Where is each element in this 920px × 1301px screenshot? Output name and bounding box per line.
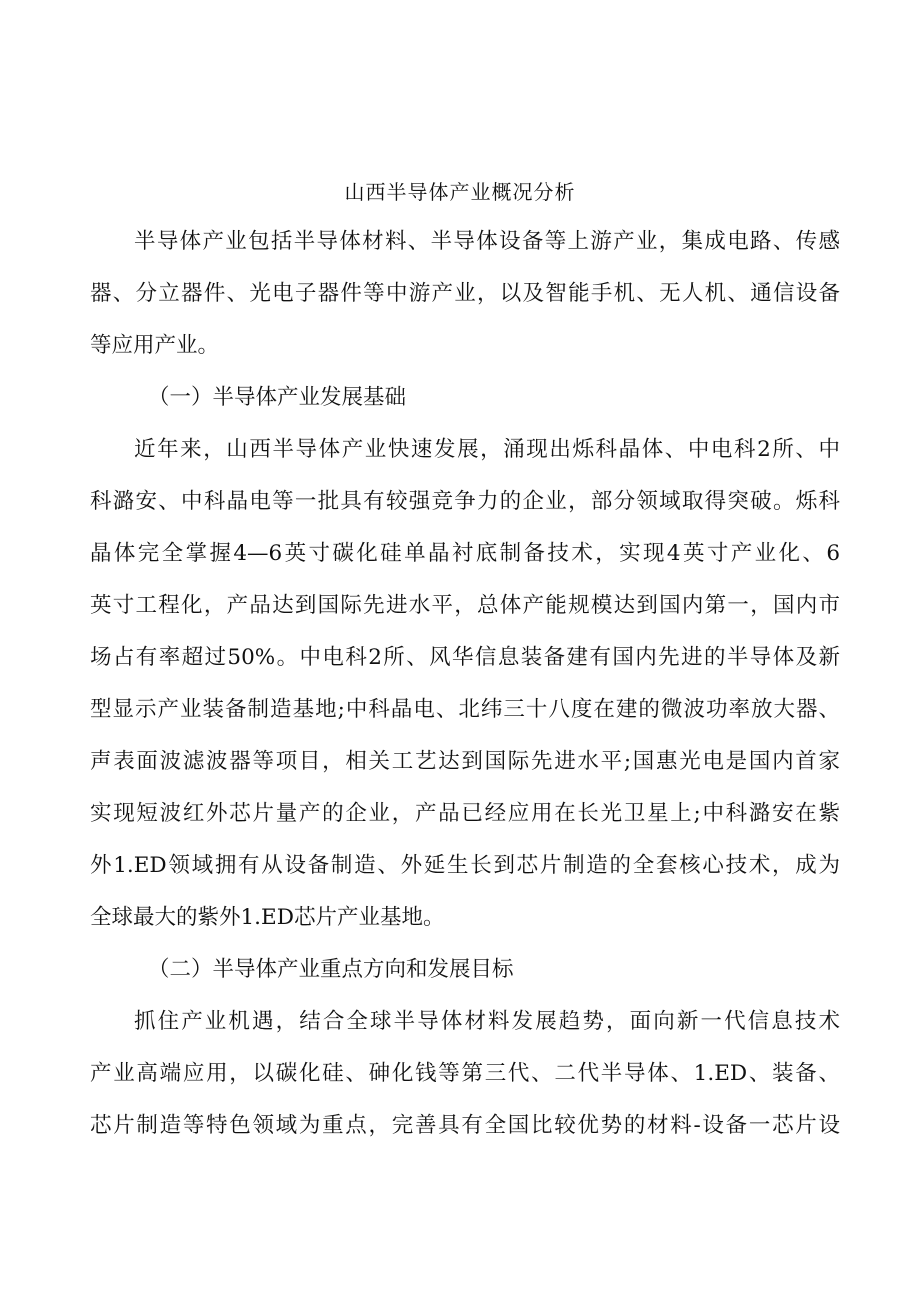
paragraph-line: 半导体产业包括半导体材料、半导体设备等上游产业，集成电路、传感	[134, 229, 840, 254]
paragraph-line: 全球最大的紫外1.ED芯片产业基地。	[90, 905, 445, 930]
document-title: 山西半导体产业概况分析	[344, 180, 576, 204]
paragraph-line: 型显示产业装备制造基地;中科晶电、北纬三十八度在建的微波功率放大器、	[90, 697, 840, 722]
paragraph-line: 近年来，山西半导体产业快速发展，涌现出烁科晶体、中电科2所、中	[134, 437, 840, 462]
paragraph-line: 外1.ED领域拥有从设备制造、外延生长到芯片制造的全套核心技术，成为	[90, 853, 840, 878]
section-heading: （一）半导体产业发展基础	[148, 385, 407, 410]
paragraph-line: 声表面波滤波器等项目，相关工艺达到国际先进水平;国惠光电是国内首家	[90, 749, 840, 774]
paragraph-line: 场占有率超过50%。中电科2所、风华信息装备建有国内先进的半导体及新	[90, 645, 840, 670]
section-heading: （二）半导体产业重点方向和发展目标	[148, 957, 514, 982]
paragraph-line: 晶体完全掌握4—6英寸碳化硅单晶衬底制备技术，实现4英寸产业化、6	[90, 541, 840, 566]
paragraph-line: 英寸工程化，产品达到国际先进水平，总体产能规模达到国内第一，国内市	[90, 593, 840, 618]
paragraph-line: 器、分立器件、光电子器件等中游产业，以及智能手机、无人机、通信设备	[90, 281, 840, 306]
paragraph-line: 产业高端应用，以碳化硅、砷化钱等第三代、二代半导体、1.ED、装备、	[90, 1061, 840, 1086]
paragraph-line: 抓住产业机遇，结合全球半导体材料发展趋势，面向新一代信息技术	[134, 1009, 840, 1034]
paragraph-line: 芯片制造等特色领域为重点，完善具有全国比较优势的材料-设备一芯片设	[90, 1113, 840, 1138]
paragraph-line: 等应用产业。	[90, 333, 220, 358]
paragraph-line: 实现短波红外芯片量产的企业，产品已经应用在长光卫星上;中科潞安在紫	[90, 801, 840, 826]
paragraph-line: 科潞安、中科晶电等一批具有较强竞争力的企业，部分领域取得突破。烁科	[90, 489, 840, 514]
